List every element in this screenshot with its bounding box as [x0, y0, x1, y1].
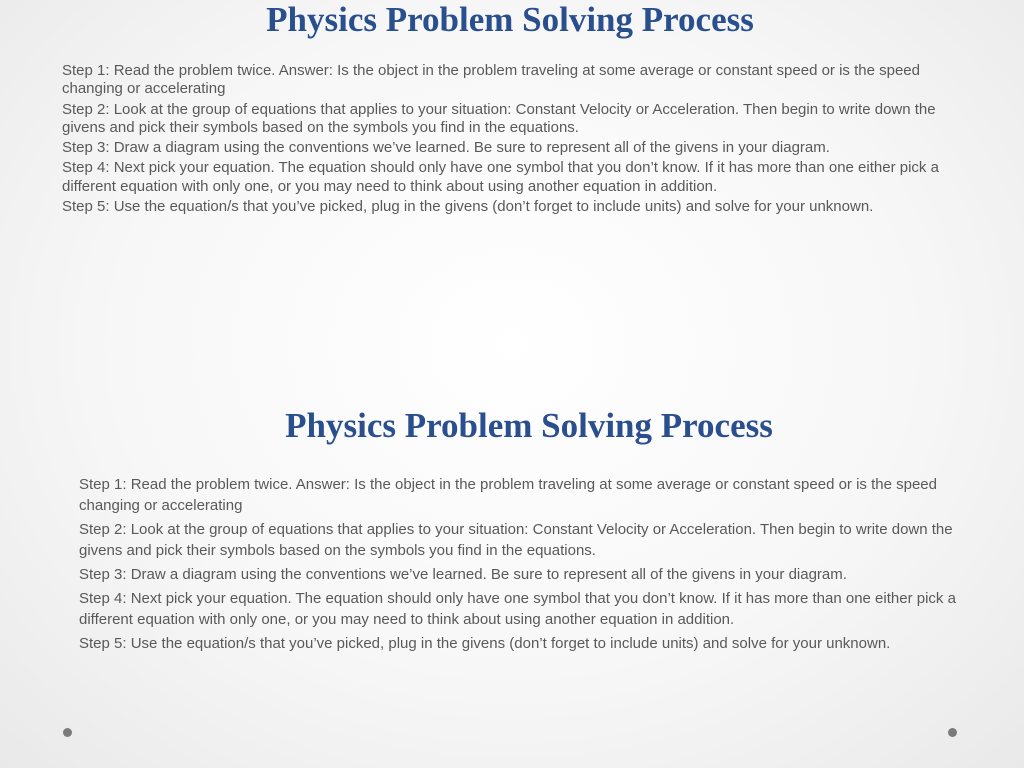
step-item-2: Step 2: Look at the group of equations that applies to your situation: Constant Velocity or Acceleration. Then begin to write down the givens and pick their symbols based on the symbols you find in the equations.: [79, 521, 953, 559]
step-item-5: Step 5: Use the equation/s that you’ve picked, plug in the givens (don’t forget to include units) and solve for your unknown.: [79, 635, 891, 652]
next-slide-dot[interactable]: [948, 728, 957, 737]
previous-slide-dot[interactable]: [63, 728, 72, 737]
step-item-4: Step 4: Next pick your equation. The equation should only have one symbol that you don’t know. If it has more than one either pick a different equation with only one, or you may need to think about using another equation in addition.: [79, 590, 956, 628]
step-item-5: Step 5: Use the equation/s that you’ve picked, plug in the givens (don’t forget to include units) and solve for your unknown.: [62, 198, 874, 216]
slide-title-repeat: Physics Problem Solving Process: [285, 406, 773, 445]
step-item-3: Step 3: Draw a diagram using the conventions we’ve learned. Be sure to represent all of the givens in your diagram.: [79, 566, 847, 583]
slide-title: Physics Problem Solving Process: [266, 0, 754, 39]
step-item-2: Step 2: Look at the group of equations that applies to your situation: Constant Velocity or Acceleration. Then begin to write down the givens and pick their symbols based on the symbols you find in the equations.: [62, 100, 936, 136]
step-item-1: Step 1: Read the problem twice. Answer: Is the object in the problem traveling at some average or constant speed or is the speed changing or accelerating: [79, 476, 937, 514]
step-list-repeat: [79, 474, 989, 657]
step-list: [62, 62, 962, 218]
step-item-3: Step 3: Draw a diagram using the conventions we’ve learned. Be sure to represent all of the givens in your diagram.: [62, 139, 830, 157]
step-item-4: Step 4: Next pick your equation. The equation should only have one symbol that you don’t know. If it has more than one either pick a different equation with only one, or you may need to think about using another equation in addition.: [62, 159, 939, 195]
step-item-1: Step 1: Read the problem twice. Answer: Is the object in the problem traveling at some average or constant speed or is the speed changing or accelerating: [62, 62, 920, 98]
